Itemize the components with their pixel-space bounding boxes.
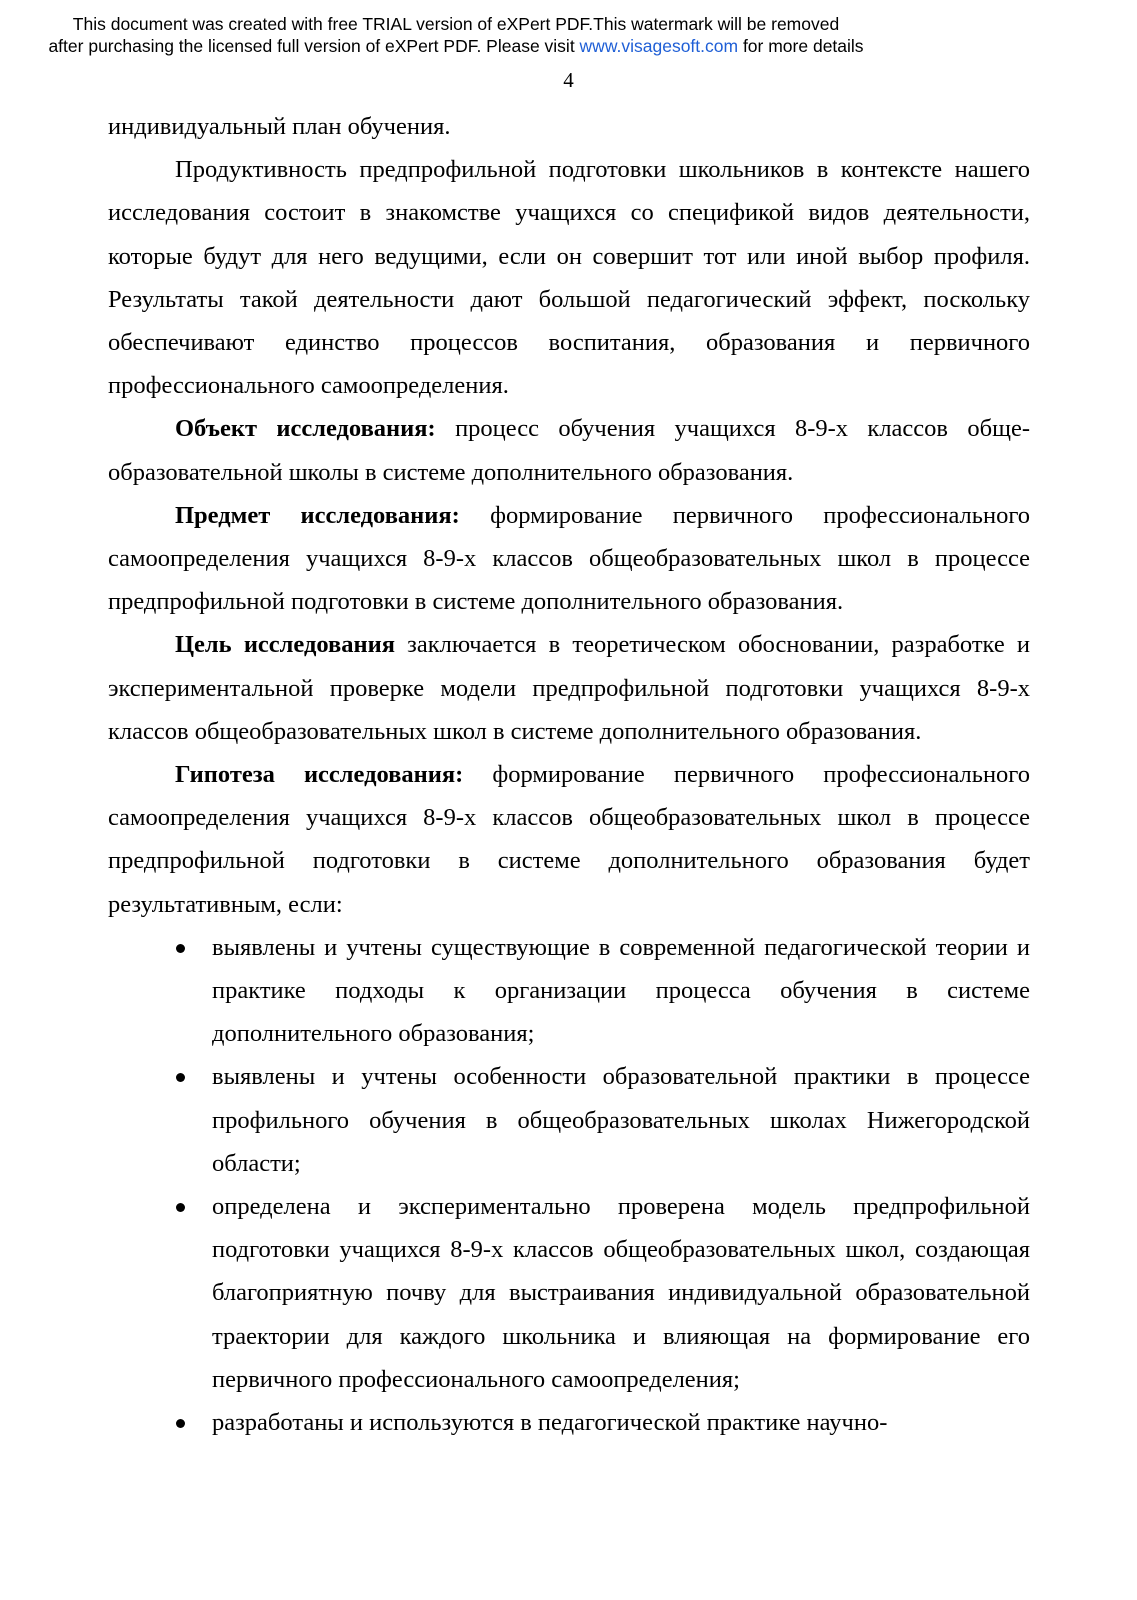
list-item xyxy=(108,1055,1030,1185)
trial-watermark xyxy=(0,13,912,57)
bullet-icon xyxy=(176,1073,185,1082)
bullet-icon xyxy=(176,944,185,953)
watermark-line-2-suffix: for more details xyxy=(738,36,864,56)
hypothesis-conditions-list xyxy=(108,926,1030,1444)
list-item xyxy=(108,1185,1030,1401)
bullet-icon xyxy=(176,1419,185,1428)
bullet-icon xyxy=(176,1203,185,1212)
document-body xyxy=(108,105,1030,1444)
goal-label: Цель исследования xyxy=(175,631,395,659)
goal-text: заключается в теоретическом обосновании, разработке и экспериментальной проверке модели предпрофильной подготовки учащихся 8-9-х классов общеобразовательных школ в системе дополнительного образования. xyxy=(108,631,1031,745)
watermark-line-1: This document was created with free TRIAL version of eXPert PDF.This watermark will be removed xyxy=(72,14,840,34)
paragraph-hypothesis xyxy=(108,753,1030,926)
hypothesis-text: формирование первичного профессионального самоопределения учащихся 8-9-х классов общеобразовательных школ в процессе предпрофильной подготовки в системе дополнительного образования будет результативным, если: xyxy=(108,761,1030,918)
subject-text: формирование первичного профессионального самоопределения учащихся 8-9-х классов общеобразовательных школ в процессе предпрофильной подготовки в системе дополнительного образования. xyxy=(108,501,1031,616)
paragraph-goal xyxy=(108,623,1030,753)
list-item xyxy=(108,1401,1030,1444)
list-item-text: определена и экспериментально проверена модель предпрофильной подготовки учащихся 8-9-х классов общеобразовательных школ, создающая благоприятную почву для выстраивания индивидуальной образовательной траектории для каждого школьника и влияющая на формирование его первичного профессионального самоопределения; xyxy=(212,1193,1030,1393)
watermark-line-2 xyxy=(0,35,912,57)
list-item-text: разработаны и используются в педагогической практике научно- xyxy=(212,1409,888,1437)
hypothesis-label: Гипотеза исследования: xyxy=(175,761,464,789)
watermark-link[interactable]: www.visagesoft.com xyxy=(579,36,739,56)
subject-label: Предмет исследования: xyxy=(175,501,460,529)
paragraph-continuation: индивидуальный план обучения. xyxy=(108,113,451,140)
paragraph-object xyxy=(108,407,1030,493)
list-item-text: выявлены и учтены существующие в современной педагогической теории и практике подходы к организации процесса обучения в системе дополнительного образования; xyxy=(212,933,1030,1048)
object-label: Объект исследования: xyxy=(175,415,436,443)
object-text: процесс обучения учащихся 8-9-х классов общеобразовательной школы в системе дополнительного образования. xyxy=(108,415,1030,486)
list-item xyxy=(108,926,1030,1056)
paragraph-subject xyxy=(108,494,1030,624)
watermark-line-2-prefix: after purchasing the licensed full version of eXPert PDF. Please visit xyxy=(48,36,580,56)
paragraph-productivity: Продуктивность предпрофильной подготовки школьников в контексте нашего исследования состоит в знакомстве учащихся со спецификой видов деятельности, которые будут для него ведущими, если он совершит тот или иной выбор профиля. Результаты такой деятельности дают большой педагогический эффект, поскольку обеспечивают единство процессов воспитания, образования и первичного профессионального самоопределения. xyxy=(108,156,1030,400)
list-item-text: выявлены и учтены особенности образовательной практики в процессе профильного обучения в общеобразовательных школах Нижегородской области; xyxy=(212,1063,1030,1177)
page-number: 4 xyxy=(563,68,574,92)
